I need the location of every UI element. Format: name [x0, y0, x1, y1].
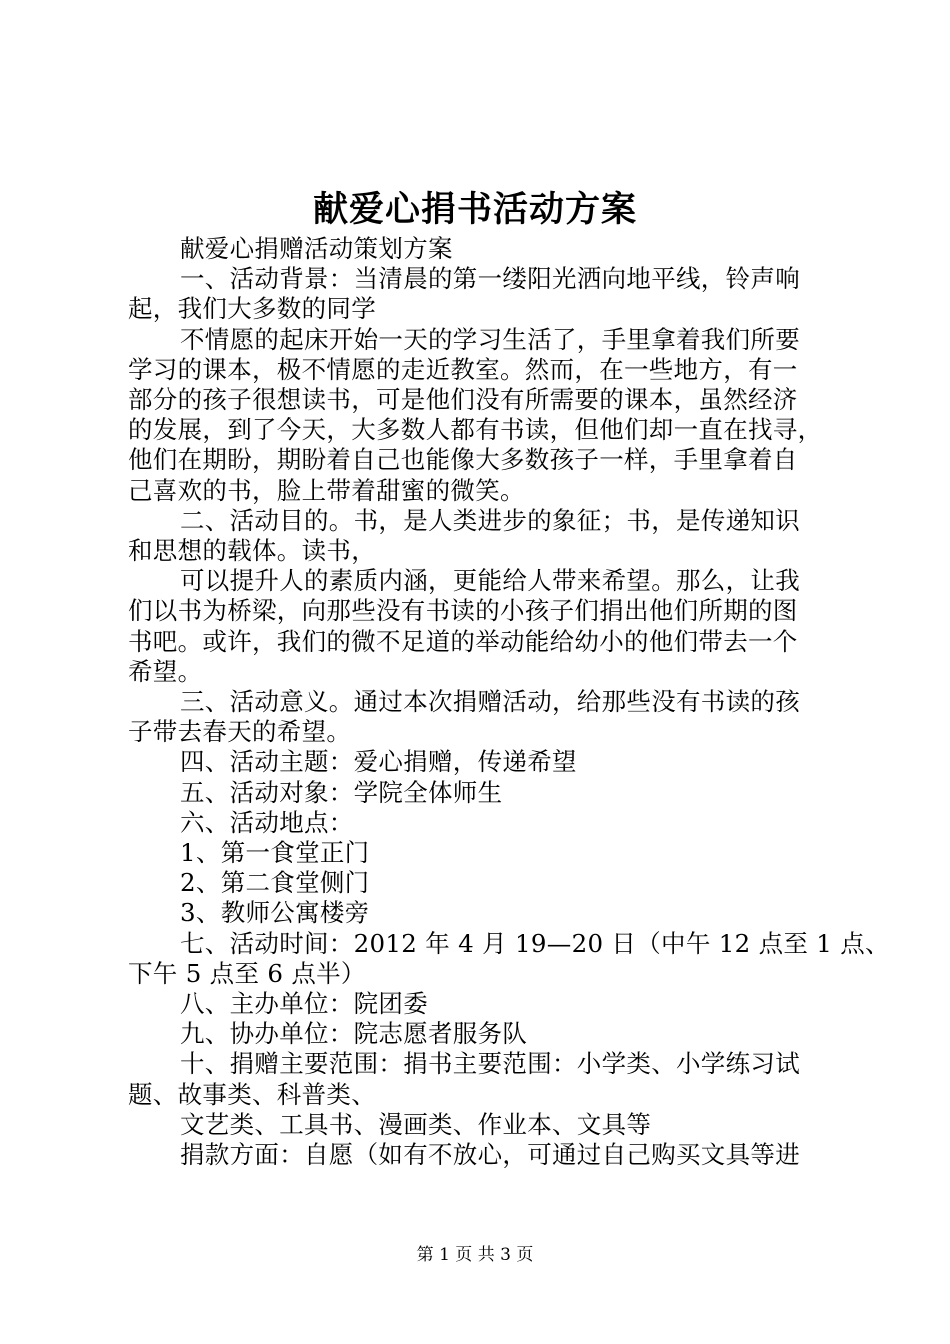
text-line: 他们在期盼，期盼着自己也能像大多数孩子一样，手里拿着自 [128, 445, 798, 475]
text-line: 可以提升人的素质内涵，更能给人带来希望。那么，让我 [180, 566, 800, 596]
text-line: 献爱心捐赠活动策划方案 [180, 234, 453, 263]
text-line: 己喜欢的书，脸上带着甜蜜的微笑。 [128, 475, 525, 505]
text-line: 六、活动地点： [180, 807, 354, 837]
text-line: 九、协办单位：院志愿者服务队 [180, 1019, 528, 1049]
document-body [128, 234, 890, 1170]
text-line: 的发展，到了今天，大多数人都有书读，但他们却一直在找寻， [128, 415, 823, 445]
text-line: 一、活动背景：当清晨的第一缕阳光洒向地平线，铃声响 [180, 264, 800, 294]
text-line: 3、教师公寓楼旁 [180, 898, 370, 928]
text-line: 十、捐赠主要范围：捐书主要范围：小学类、小学练习试 [180, 1049, 800, 1079]
text-line: 部分的孩子很想读书，可是他们没有所需要的课本，虽然经济 [128, 385, 798, 415]
text-line: 三、活动意义。通过本次捐赠活动，给那些没有书读的孩 [180, 687, 800, 717]
text-line: 五、活动对象：学院全体师生 [180, 777, 503, 807]
text-line: 捐款方面：自愿（如有不放心，可通过自己购买文具等进 [180, 1140, 800, 1170]
text-line: 不情愿的起床开始一天的学习生活了，手里拿着我们所要 [180, 324, 800, 354]
text-line: 学习的课本，极不情愿的走近教室。然而，在一些地方，有一 [128, 354, 798, 384]
text-line: 和思想的载体。读书， [128, 536, 376, 566]
text-line: 书吧。或许，我们的微不足道的举动能给幼小的他们带去一个 [128, 626, 798, 656]
text-line: 文艺类、工具书、漫画类、作业本、文具等 [180, 1109, 652, 1139]
text-line: 1、第一食堂正门 [180, 838, 370, 868]
text-line: 二、活动目的。书，是人类进步的象征；书，是传递知识 [180, 505, 800, 535]
text-line: 八、主办单位：院团委 [180, 989, 428, 1019]
text-line: 题、故事类、科普类、 [128, 1079, 376, 1109]
text-line: 们以书为桥梁，向那些没有书读的小孩子们捐出他们所期的图 [128, 596, 798, 626]
text-line: 希望。 [128, 656, 203, 686]
text-line: 四、活动主题：爱心捐赠，传递希望 [180, 747, 577, 777]
text-line: 起，我们大多数的同学 [128, 294, 376, 324]
text-line: 下午 5 点至 6 点半） [128, 958, 366, 988]
page-footer: 第 1 页 共 3 页 [416, 1245, 534, 1265]
page-title: 献爱心捐书活动方案 [312, 189, 637, 230]
text-line: 子带去春天的希望。 [128, 717, 352, 747]
text-line: 七、活动时间：2012 年 4 月 19—20 日（中午 12 点至 1 点、 [180, 928, 890, 958]
text-line: 2、第二食堂侧门 [180, 868, 370, 898]
